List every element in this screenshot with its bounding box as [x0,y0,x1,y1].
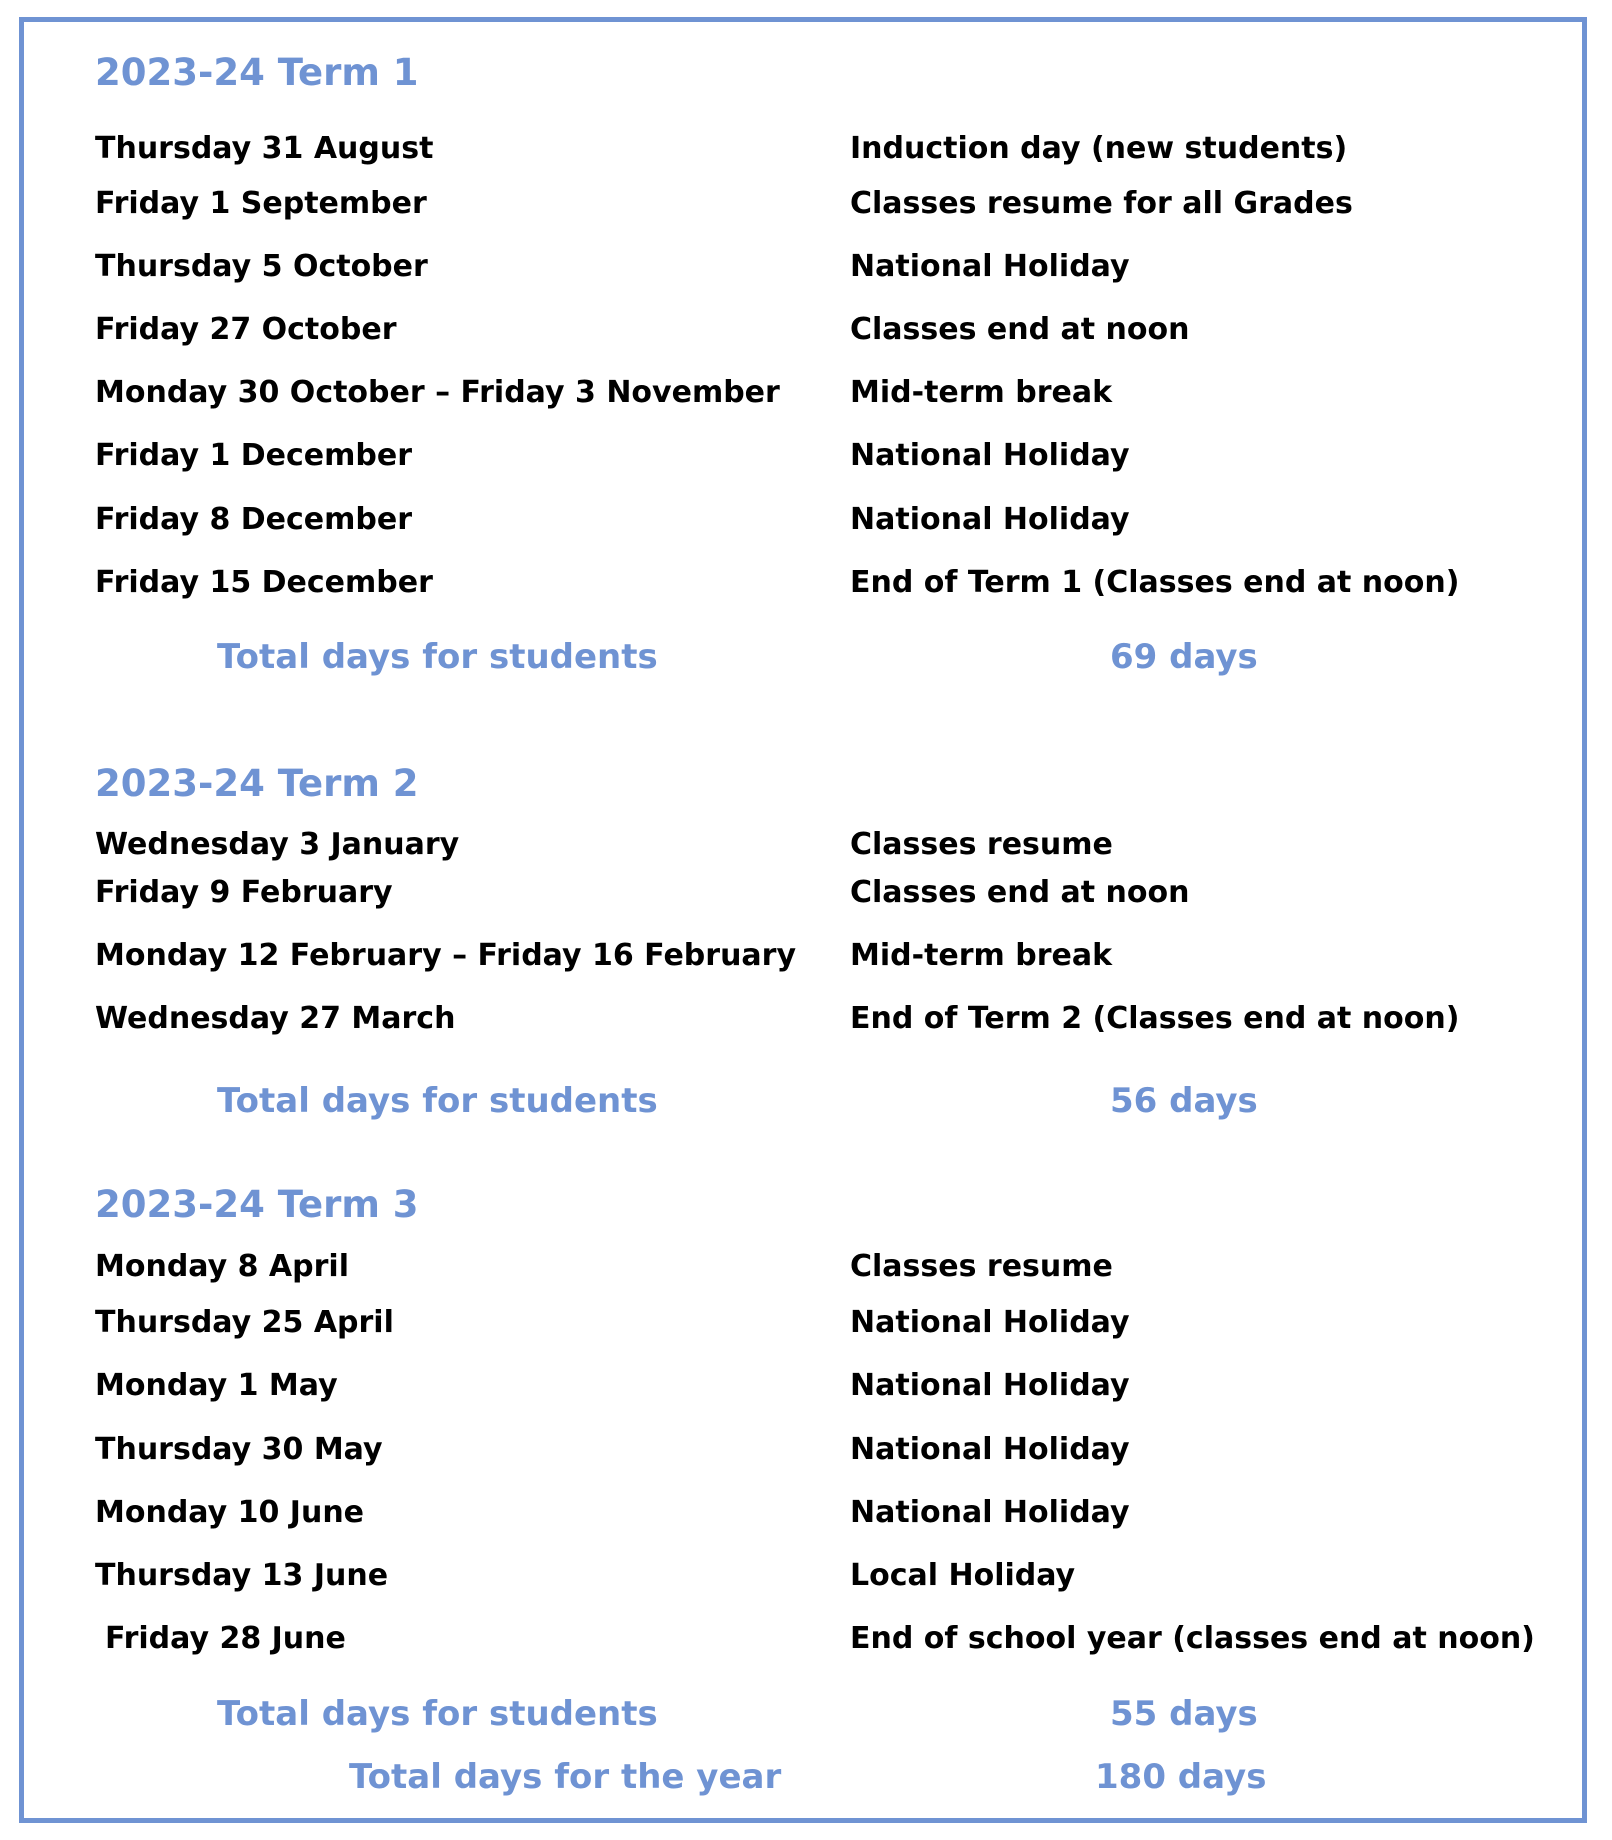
term-3-row-6-date: Thursday 13 June [95,1558,389,1593]
year-total-value: 180 days [1095,1757,1267,1797]
term-3-row-4-date: Thursday 30 May [95,1432,383,1467]
term-1-row-4-date: Friday 27 October [95,312,397,347]
term-1-row-1-event: Induction day (new students) [850,131,1348,166]
term-3-row-3-date: Monday 1 May [95,1368,338,1403]
term-1-row-8-event: End of Term 1 (Classes end at noon) [850,565,1460,600]
term-2-row-3-date: Monday 12 February – Friday 16 February [95,938,797,973]
term-2-row-4-event: End of Term 2 (Classes end at noon) [850,1001,1460,1036]
term-1-row-5-date: Monday 30 October – Friday 3 November [95,375,780,410]
term-1-row-6-date: Friday 1 December [95,438,413,473]
term-2-row-3-event: Mid-term break [850,938,1113,973]
term-2-total-label: Total days for students [217,1081,658,1121]
term-2-total-value: 56 days [1110,1081,1258,1121]
term-3-row-1-event: Classes resume [850,1249,1113,1284]
term-1-row-1-date: Thursday 31 August [95,131,434,166]
term-1-row-2-date: Friday 1 September [95,186,427,221]
term-1-total-value: 69 days [1110,637,1258,677]
term-1-row-7-date: Friday 8 December [95,502,413,537]
term-1-row-5-event: Mid-term break [850,375,1113,410]
calendar-frame [19,17,1587,1823]
term-2-row-2-date: Friday 9 February [95,875,393,910]
term-3-row-5-date: Monday 10 June [95,1495,365,1530]
term-1-total-label: Total days for students [217,637,658,677]
term-3-total-value: 55 days [1110,1694,1258,1734]
term-3-row-6-event: Local Holiday [850,1558,1076,1593]
term-2-row-1-event: Classes resume [850,827,1113,862]
term-2-row-2-event: Classes end at noon [850,875,1190,910]
term-1-row-2-event: Classes resume for all Grades [850,186,1353,221]
year-total-label: Total days for the year [349,1757,782,1797]
term-1-row-8-date: Friday 15 December [95,565,433,600]
term-1-title: 2023-24 Term 1 [95,51,419,94]
term-1-row-4-event: Classes end at noon [850,312,1190,347]
term-2-row-1-date: Wednesday 3 January [95,827,460,862]
term-3-row-4-event: National Holiday [850,1432,1130,1467]
term-1-row-6-event: National Holiday [850,438,1130,473]
term-1-row-3-event: National Holiday [850,249,1130,284]
term-3-row-2-event: National Holiday [850,1305,1130,1340]
term-2-row-4-date: Wednesday 27 March [95,1001,456,1036]
term-3-row-1-date: Monday 8 April [95,1249,349,1284]
term-2-title: 2023-24 Term 2 [95,762,419,805]
term-1-row-7-event: National Holiday [850,502,1130,537]
term-3-row-5-event: National Holiday [850,1495,1130,1530]
term-3-row-7-date: Friday 28 June [105,1621,346,1656]
term-3-row-7-event: End of school year (classes end at noon) [850,1621,1535,1656]
term-1-row-3-date: Thursday 5 October [95,249,428,284]
term-3-title: 2023-24 Term 3 [95,1183,419,1226]
term-3-row-2-date: Thursday 25 April [95,1305,394,1340]
term-3-row-3-event: National Holiday [850,1368,1130,1403]
term-3-total-label: Total days for students [217,1694,658,1734]
